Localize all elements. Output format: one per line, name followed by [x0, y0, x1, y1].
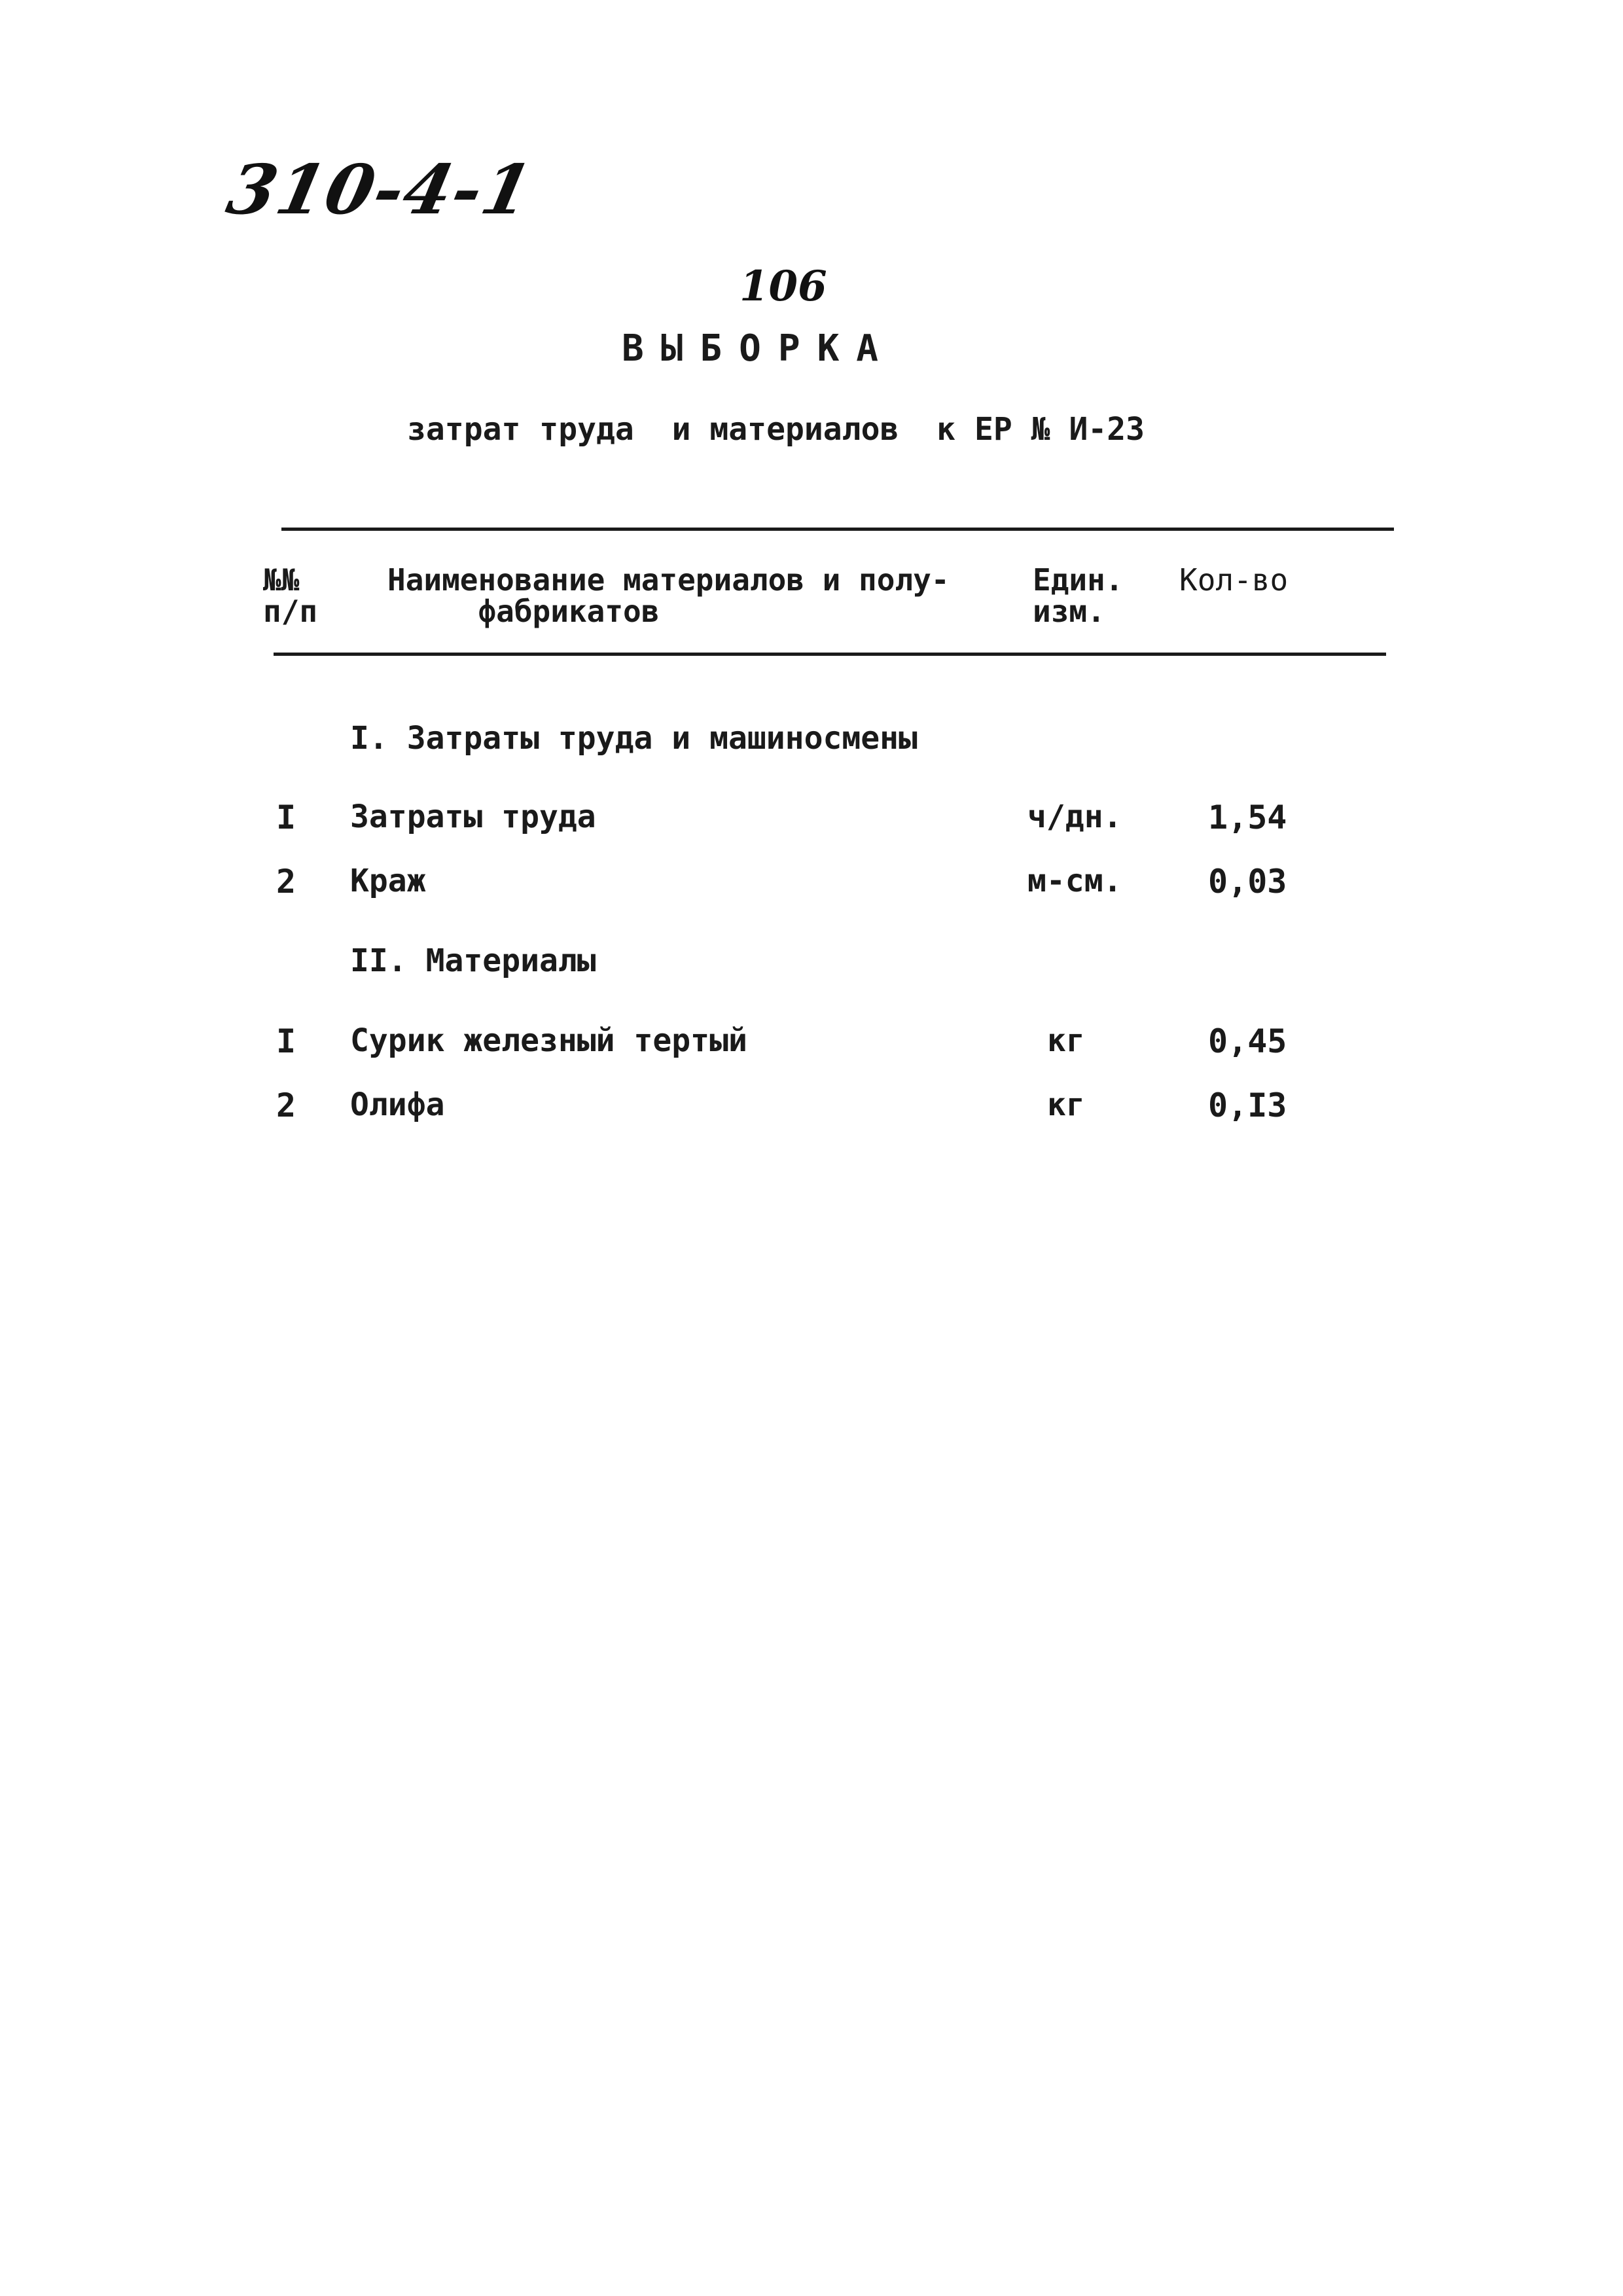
table-header-rule	[274, 653, 1386, 656]
row-name: Краж	[350, 863, 426, 899]
row-quantity: 1,54	[1208, 798, 1287, 836]
section-title-labor: I. Затраты труда и машиносмены	[350, 720, 918, 757]
table-top-rule	[281, 528, 1394, 531]
section-title-materials: II. Материалы	[350, 942, 596, 979]
page-subtitle: затрат труда и материалов к ЕР № И-23	[407, 411, 1145, 448]
page-number: 106	[740, 262, 827, 311]
table-row	[0, 1086, 1623, 1126]
column-header-name: Наименование материалов и полу- фабрикатов	[387, 562, 950, 629]
row-unit: кг	[1047, 1086, 1085, 1123]
column-header-unit: Един. изм.	[1033, 562, 1124, 629]
row-unit: кг	[1047, 1022, 1085, 1059]
row-number: I	[276, 1022, 296, 1060]
row-quantity: 0,03	[1208, 863, 1287, 901]
row-name: Затраты труда	[350, 798, 596, 835]
page-title: ВЫБОРКА	[622, 327, 896, 370]
document-code: 310-4-1	[220, 149, 541, 230]
column-header-number: №№ п/п	[263, 562, 318, 629]
table-row	[0, 1022, 1623, 1062]
row-name: Сурик железный тертый	[350, 1022, 747, 1059]
table-row	[0, 863, 1623, 902]
row-name: Олифа	[350, 1086, 445, 1123]
row-unit: ч/дн.	[1027, 798, 1122, 835]
column-header-quantity: Кол-во	[1179, 562, 1289, 598]
row-number: I	[276, 798, 296, 836]
row-unit: м-см.	[1027, 863, 1122, 899]
row-number: 2	[276, 863, 296, 901]
row-quantity: 0,45	[1208, 1022, 1287, 1060]
row-quantity: 0,I3	[1208, 1086, 1287, 1124]
row-number: 2	[276, 1086, 296, 1124]
table-row	[0, 798, 1623, 838]
